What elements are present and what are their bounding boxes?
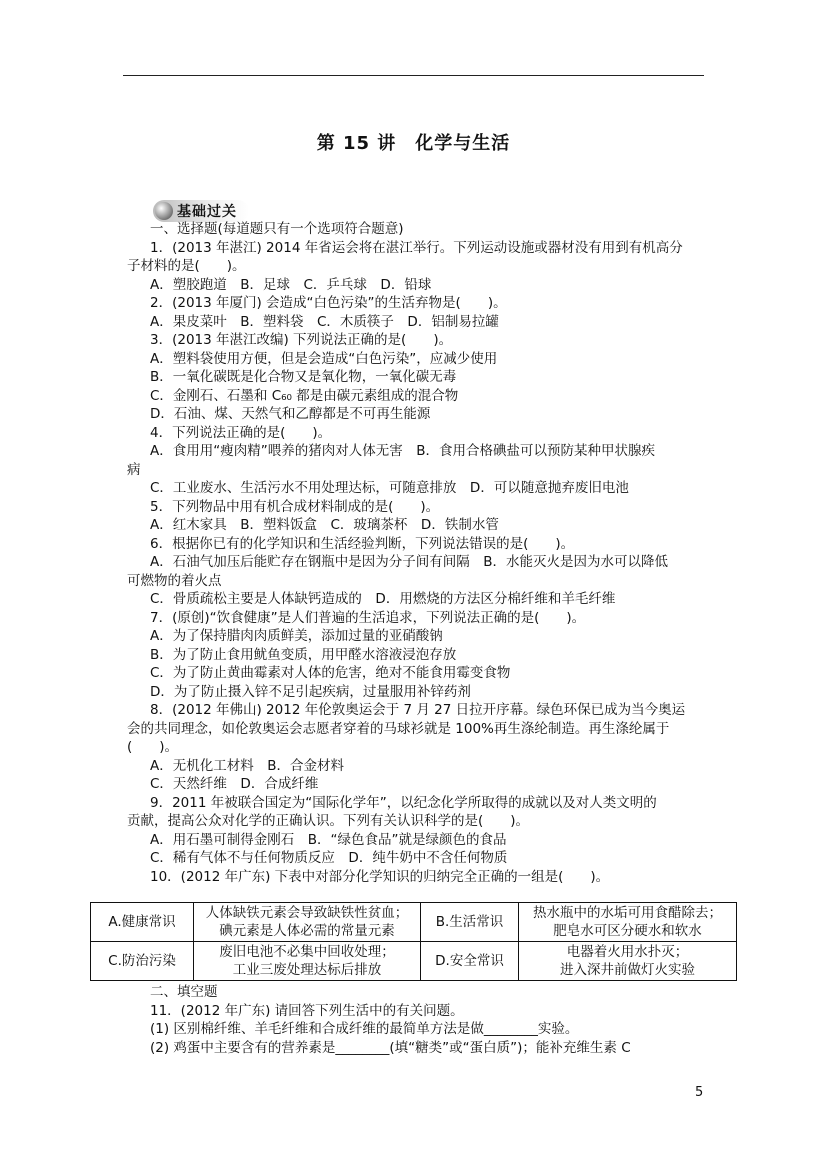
text-line: A．为了保持腊肉肉质鲜美，添加过量的亚硝酸钠 <box>150 628 443 644</box>
text-line: C．工业废水、生活污水不用处理达标，可随意排放 D．可以随意抛弃废旧电池 <box>150 480 629 496</box>
fill-in-block <box>127 983 717 1057</box>
text-line: 一、选择题(每道题只有一个选项符合题意) <box>150 221 404 237</box>
text-line: C．稀有气体不与任何物质反应 D．纯牛奶中不含任何物质 <box>150 850 508 866</box>
text-line: 子材料的是( )。 <box>127 258 246 274</box>
text-line: A．塑胶跑道 B．足球 C．乒乓球 D．铅球 <box>150 276 432 293</box>
text-line: 7．(原创)“饮食健康”是人们普遍的生活追求，下列说法正确的是( )。 <box>150 609 586 626</box>
table-cell <box>519 942 737 981</box>
text-line: ( )。 <box>127 739 179 755</box>
cell-text: B.生活常识 <box>435 914 504 930</box>
cell-text: 工业三废处理达标后排放 <box>232 962 382 978</box>
table-cell <box>194 942 421 981</box>
text-line: 6．根据你已有的化学知识和生活经验判断，下列说法错误的是( )。 <box>150 535 575 552</box>
text-line: 病 <box>127 461 141 478</box>
text-line: 9．2011 年被联合国定为“国际化学年”，以纪念化学所取得的成就以及对人类文明的 <box>150 794 657 811</box>
text-line: C．为了防止黄曲霉素对人体的危害，绝对不能食用霉变食物 <box>150 665 511 681</box>
text-line: 11．(2012 年广东) 请回答下列生活中的有关问题。 <box>150 1002 464 1019</box>
cell-text: C.防治污染 <box>108 953 176 969</box>
cell-text: 碘元素是人体必需的常量元素 <box>219 923 395 939</box>
text-line: A．食用用“瘦肉精”喂养的猪肉对人体无害 B．食用合格碘盐可以预防某种甲状腺疾 <box>150 443 655 459</box>
text-line: 1．(2013 年湛江) 2014 年省运会将在湛江举行。下列运动设施或器材没有用到有机高分 <box>150 239 683 256</box>
page-title: 第 15 讲 化学与生活 <box>316 133 511 154</box>
text-line: A．塑料袋使用方便，但是会造成“白色污染”，应减少使用 <box>150 350 498 367</box>
table-row <box>91 903 737 942</box>
text-line: 二、填空题 <box>150 984 218 1000</box>
cell-text: 进入深井前做灯火实验 <box>560 962 695 978</box>
text-line: 4．下列说法正确的是( )。 <box>150 424 332 441</box>
page-number: 5 <box>695 1085 704 1100</box>
text-line: A．用石墨可制得金刚石 B．“绿色食品”就是绿颜色的食品 <box>150 831 507 848</box>
cell-text: 肥皂水可区分硬水和软水 <box>553 923 702 939</box>
text-line: 10．(2012 年广东) 下表中对部分化学知识的归纳完全正确的一组是( )。 <box>150 868 610 885</box>
text-line: D．为了防止摄入锌不足引起疾病，过量服用补锌药剂 <box>150 683 471 700</box>
badge-label: 基础过关 <box>177 204 237 220</box>
questions-block <box>127 220 717 886</box>
text-line: A．红木家具 B．塑料饭盒 C．玻璃茶杯 D．铁制水管 <box>150 517 499 533</box>
text-line: D．石油、煤、天然气和乙醇都是不可再生能源 <box>150 406 431 422</box>
text-line: A．果皮菜叶 B．塑料袋 C．木质筷子 D．铝制易拉罐 <box>150 313 499 330</box>
text-line: C．金刚石、石墨和 C₆₀ 都是由碳元素组成的混合物 <box>150 387 459 404</box>
table-cell <box>421 942 519 981</box>
question-10-table <box>90 902 737 981</box>
text-line: C．天然纤维 D．合成纤维 <box>150 776 319 792</box>
table-cell <box>91 942 194 981</box>
text-line: B．一氧化碳既是化合物又是氧化物，一氧化碳无毒 <box>150 369 457 385</box>
table-cell <box>91 903 194 942</box>
text-line: 会的共同理念，如伦敦奥运会志愿者穿着的马球衫就是 100%再生涤纶制造。再生涤纶属于 <box>127 720 670 737</box>
badge-ball-icon <box>155 202 173 220</box>
text-line: 3．(2013 年湛江改编) 下列说法正确的是( )。 <box>150 332 453 348</box>
table-row <box>91 942 737 981</box>
cell-text: 人体缺铁元素会导致缺铁性贫血； <box>205 905 409 921</box>
text-line: B．为了防止食用鱿鱼变质，用甲醛水溶液浸泡存放 <box>150 646 457 663</box>
text-line: A．无机化工材料 B．合金材料 <box>150 757 344 774</box>
cell-text: A.健康常识 <box>108 914 176 930</box>
text-line: (2) 鸡蛋中主要含有的营养素是________(填“糖类”或“蛋白质”)；能补充维生素 C <box>150 1039 631 1056</box>
text-line: C．骨质疏松主要是人体缺钙造成的 D．用燃烧的方法区分棉纤维和羊毛纤维 <box>150 591 616 607</box>
header-rule <box>123 75 704 76</box>
cell-text: 电器着火用水扑灭； <box>566 944 689 960</box>
table-cell <box>421 903 519 942</box>
cell-text: 热水瓶中的水垢可用食醋除去； <box>533 905 722 921</box>
text-line: 贡献，提高公众对化学的正确认识。下列有关认识科学的是( )。 <box>127 813 530 829</box>
text-line: 2．(2013 年厦门) 会造成“白色污染”的生活弃物是( )。 <box>150 295 507 311</box>
section-badge <box>153 200 249 222</box>
text-line: 5．下列物品中用有机合成材料制成的是( )。 <box>150 498 440 515</box>
text-line: 8．(2012 年佛山) 2012 年伦敦奥运会于 7 月 27 日拉开序幕。绿色环保已成为当今奥运 <box>150 702 686 718</box>
text-line: A．石油气加压后能贮存在钢瓶中是因为分子间有间隔 B．水能灭火是因为水可以降低 <box>150 554 668 570</box>
text-line: (1) 区别棉纤维、羊毛纤维和合成纤维的最简单方法是做________实验。 <box>150 1021 579 1037</box>
table-cell <box>519 903 737 942</box>
cell-text: D.安全常识 <box>435 953 504 969</box>
table-cell <box>194 903 421 942</box>
cell-text: 废旧电池不必集中回收处理； <box>219 944 395 960</box>
text-line: 可燃物的着火点 <box>127 572 222 589</box>
